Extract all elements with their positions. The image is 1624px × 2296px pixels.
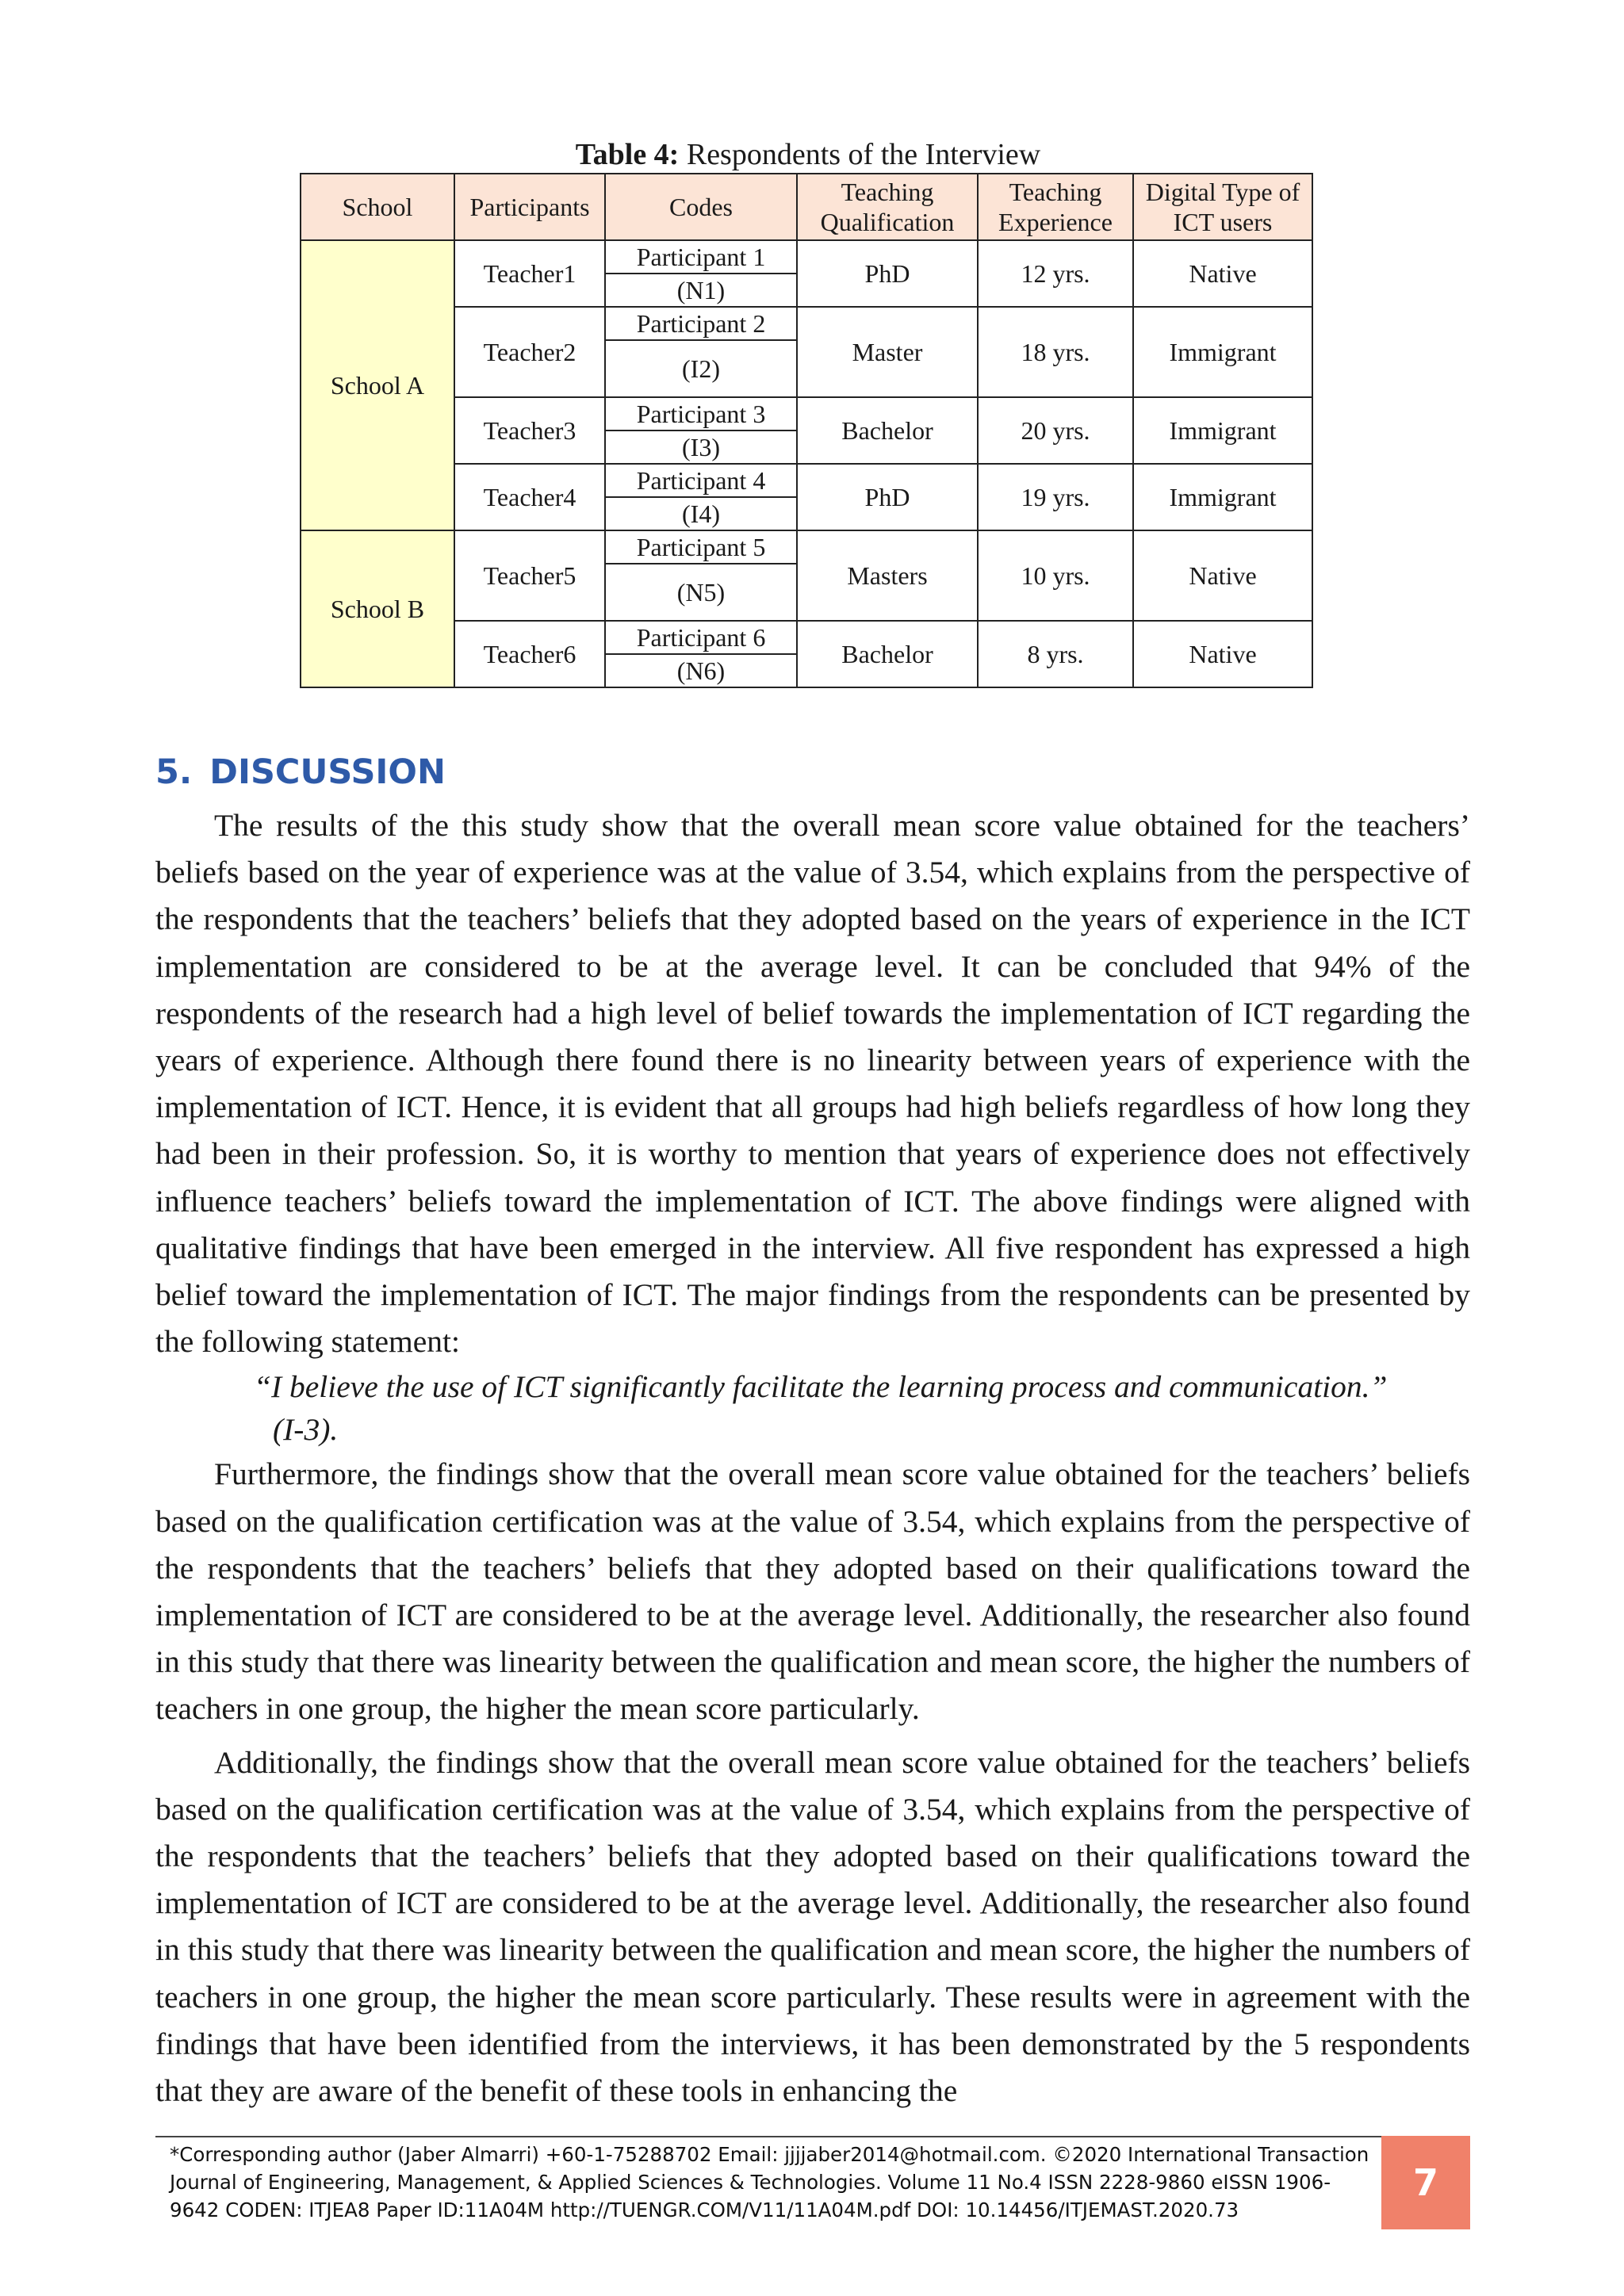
participant-cell: Participant 2 [605,307,797,340]
paragraph: The results of the this study show that the overall mean score value obtained for the teachers’ beliefs based on the year of experience was at the value of 3.54, which explains from the perspective of the respondents that the teachers’ beliefs that they adopted based on the years of experience in the ICT implementation are considered to be at the average level. It can be concluded that 94% of the respondents of the research had a high level of belief towards the implementation of ICT regarding the years of experience. Although there found there is no linearity between years of experience with the implementation of ICT. Hence, it is evident that all groups had high beliefs regardless of how long they had been in their profession. So, it is worthy to mention that years of experience does not effectively influence teachers’ beliefs toward the implementation of ICT. The above findings were aligned with qualitative findings that have been emerged in the interview. All five respondent has expressed a high belief toward the implementation of ICT. The major findings from the respondents can be presented by the following statement: [155,808,1470,1360]
footer-divider [155,2136,1470,2137]
experience-cell: 12 yrs. [978,240,1133,307]
participant-cell: Participant 1 [605,240,797,274]
footer-line: 9642 CODEN: ITJEA8 Paper ID:11A04M http://TUENGR.COM/V11/11A04M.pdf DOI: 10.14456/ITJEMAST.2020.73 [170,2198,1239,2221]
type-cell: Immigrant [1133,307,1312,397]
code-cell: (I2) [605,340,797,397]
teacher-cell: Teacher6 [454,621,605,687]
paragraph: Furthermore, the findings show that the overall mean score value obtained for the teachers’ beliefs based on the qualification certification was at the value of 3.54, which explains from the perspective of the respondents that the teachers’ beliefs that they adopted based on their qualifications toward the implementation of ICT are considered to be at the average level. Additionally, the researcher also found in this study that there was linearity between the qualification and mean score, the higher the numbers of teachers in one group, the higher the mean score particularly. [155,1456,1470,1727]
participant-cell: Participant 4 [605,464,797,497]
school-b-cell: School B [301,530,454,687]
teacher-cell: Teacher5 [454,530,605,621]
header-participants: Participants [454,174,605,240]
header-type: Digital Type of ICT users [1133,174,1312,240]
header-qualification: Teaching Qualification [797,174,978,240]
interview-quote: “I believe the use of ICT significantly facilitate the learning process and communication.” [254,1369,1388,1405]
table-row [301,240,1312,274]
header-school: School [301,174,454,240]
table-caption-label: Table 4: [575,138,680,171]
qualification-cell: Master [797,307,978,397]
qualification-cell: PhD [797,464,978,530]
code-cell: (N6) [605,654,797,687]
qualification-cell: Bachelor [797,397,978,464]
section-title: DISCUSSION [209,752,446,792]
code-cell: (N1) [605,274,797,307]
participant-cell: Participant 3 [605,397,797,430]
code-cell: (N5) [605,564,797,621]
qualification-cell: PhD [797,240,978,307]
type-cell: Immigrant [1133,464,1312,530]
qualification-cell: Masters [797,530,978,621]
teacher-cell: Teacher4 [454,464,605,530]
participant-cell: Participant 6 [605,621,797,654]
footer-line: Journal of Engineering, Management, & Applied Sciences & Technologies. Volume 11 No.4 ISSN 2228-9860 eISSN 1906- [170,2171,1331,2194]
table-caption-text: Respondents of the Interview [686,138,1041,171]
experience-cell: 19 yrs. [978,464,1133,530]
participant-cell: Participant 5 [605,530,797,564]
teacher-cell: Teacher3 [454,397,605,464]
teacher-cell: Teacher2 [454,307,605,397]
experience-cell: 18 yrs. [978,307,1133,397]
code-cell: (I4) [605,497,797,530]
table-caption [298,133,1318,176]
experience-cell: 10 yrs. [978,530,1133,621]
paragraph: Additionally, the findings show that the overall mean score value obtained for the teachers’ beliefs based on the qualification certification was at the value of 3.54, which explains from the perspective of the respondents that the teachers’ beliefs that they adopted based on their qualifications toward the implementation of ICT are considered to be at the average level. Additionally, the researcher also found in this study that there was linearity between the qualification and mean score, the higher the numbers of teachers in one group, the higher the mean score particularly. These results were in agreement with the findings that have been identified from the interviews, it has been demonstrated by the 5 respondents that they are aware of the benefit of these tools in enhancing the [155,1744,1470,2109]
teacher-cell: Teacher1 [454,240,605,307]
header-codes: Codes [605,174,797,240]
type-cell: Native [1133,240,1312,307]
page-number-badge: 7 [1381,2136,1470,2229]
footer-citation [170,2141,1367,2224]
school-a-cell: School A [301,240,454,530]
type-cell: Native [1133,621,1312,687]
quote-code: (I-3). [273,1412,339,1448]
type-cell: Immigrant [1133,397,1312,464]
header-experience: Teaching Experience [978,174,1133,240]
experience-cell: 8 yrs. [978,621,1133,687]
code-cell: (I3) [605,430,797,464]
discussion-body [155,802,1470,2114]
respondents-table [300,173,1313,688]
footer-line: *Corresponding author (Jaber Almarri) +60-1-75288702 Email: jjjjaber2014@hotmail.com. ©2020 International Transaction [170,2143,1369,2166]
experience-cell: 20 yrs. [978,397,1133,464]
qualification-cell: Bachelor [797,621,978,687]
section-number: 5. [155,752,193,792]
section-heading [155,748,446,796]
type-cell: Native [1133,530,1312,621]
table-header-row [301,174,1312,240]
table-row [301,530,1312,564]
